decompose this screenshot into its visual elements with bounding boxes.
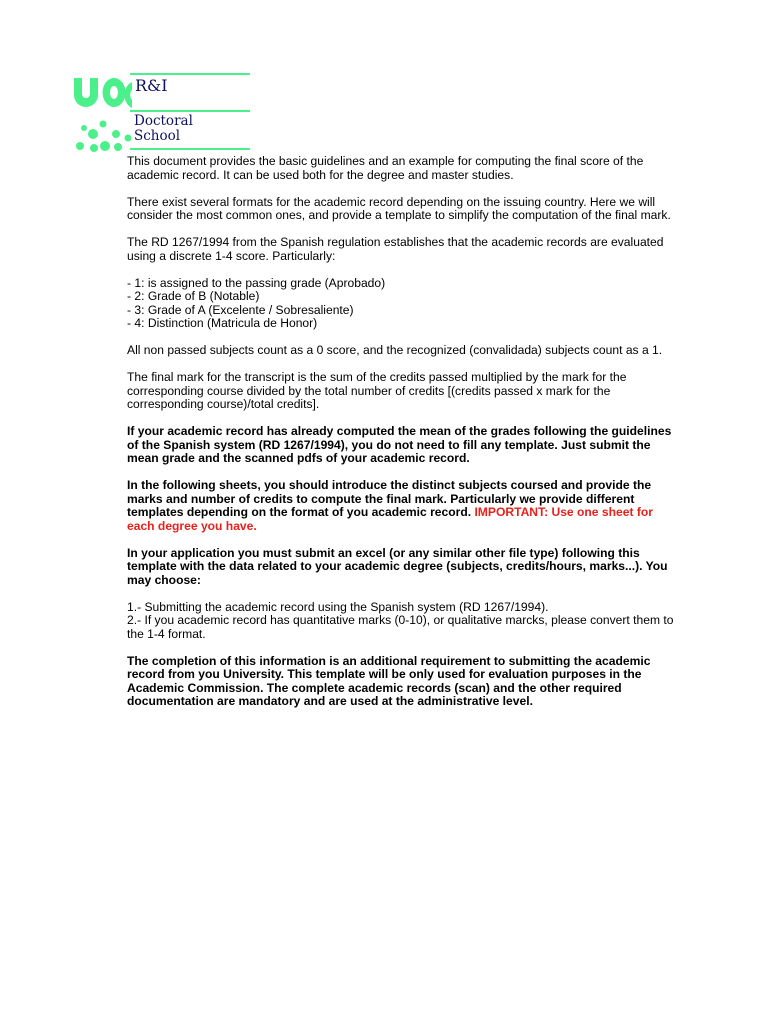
logo-title: R&I [135,76,168,95]
grade-scale-list [127,277,675,331]
option-1: 1.- Submitting the academic record using the Spanish system (RD 1267/1994). [127,599,549,614]
logo-rule-top [130,73,250,75]
logo-rule-bottom [130,148,250,150]
non-passed-paragraph: All non passed subjects count as a 0 score, and the recognized (convalidada) subjects count as a 1. [127,343,663,357]
logo-subtitle-line1: Doctoral [134,113,193,129]
completion-paragraph: The completion of this information is an additional requirement to submitting the academic record from you University. This template will be only used for evaluation purposes in the Academic Commission. The complete academic records (scan) and the other required documentation are mandatory and are used at the administrative level. [127,653,651,708]
logo-rule-middle [130,110,250,112]
computed-mean-paragraph: If your academic record has already computed the mean of the grades following the guidelines of the Spanish system (RD 1267/1994), you do not need to fill any template. Just submit the mean grade and the scanned pdfs of your academic record. [127,424,672,465]
option-2: 2.- If you academic record has quantitative marks (0-10), or qualitative marcks, please convert them to the 1-4 format. [127,613,674,641]
grade-item-3: - 3: Grade of A (Excelente / Sobresaliente) [127,302,354,317]
logo-subtitle-line2: School [134,128,181,144]
document-body [127,155,675,722]
following-sheets-paragraph [127,479,675,533]
uoc-logo-mark-icon [72,72,132,158]
grade-item-2: - 2: Grade of B (Notable) [127,289,260,303]
logo-subtitle [134,114,244,144]
final-mark-paragraph: The final mark for the transcript is the sum of the credits passed multiplied by the mark for the corresponding course divided by the total number of credits [(credits passed x mark for the corresponding course)/total credits]. [127,370,627,411]
important-notice: IMPORTANT: Use one sheet for each degree you have. [127,505,653,533]
following-sheets-text: In the following sheets, you should introduce the distinct subjects coursed and provide the marks and number of credits to compute the final mark. Particularly we provide different templates depending on the format of you academic record. [127,478,652,519]
uoc-rdi-doctoral-school-logo [72,72,250,158]
formats-paragraph: There exist several formats for the academic record depending on the issuing country. Here we will consider the most common ones, and provide a template to simplify the computation of the final mark. [127,194,671,222]
grade-item-1: - 1: is assigned to the passing grade (Aprobado) [127,275,386,290]
options-block [127,601,675,642]
application-paragraph: In your application you must submit an excel (or any similar other file type) following this template with the data related to your academic degree (subjects, credits/hours, marks...). You may choose: [127,545,668,587]
intro-paragraph: This document provides the basic guidelines and an example for computing the final score of the academic record. It can be used both for the degree and master studies. [127,154,644,182]
regulation-paragraph: The RD 1267/1994 from the Spanish regulation establishes that the academic records are evaluated using a discrete 1-4 score. Particularly: [127,235,664,263]
grade-item-4: - 4: Distinction (Matricula de Honor) [127,316,318,330]
